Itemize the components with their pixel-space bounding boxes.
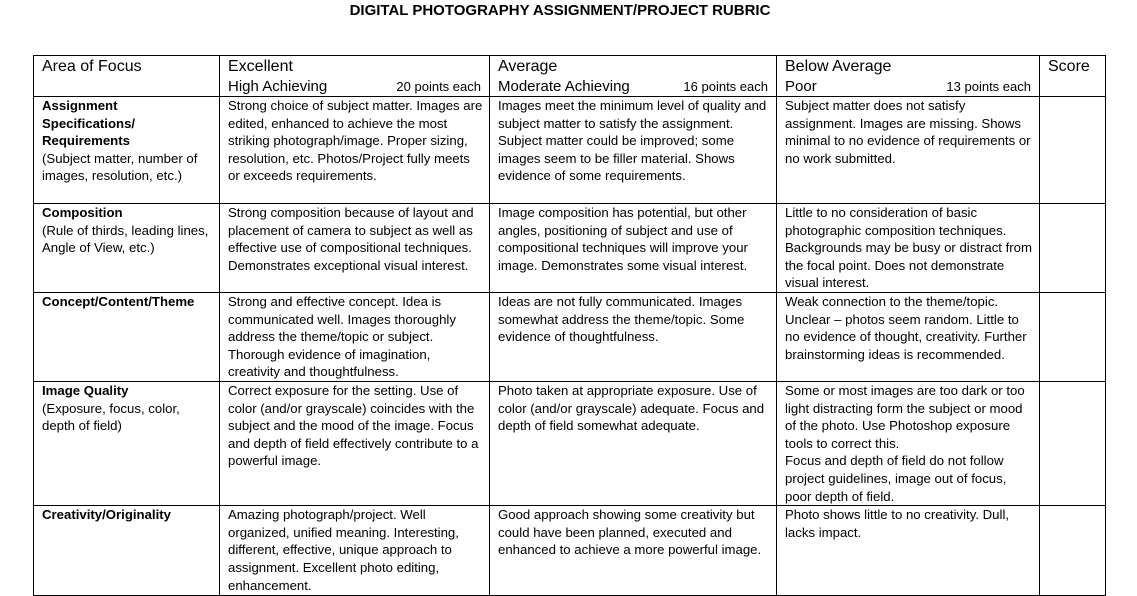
level-label: Below Average [785,58,892,75]
excellent-cell: Amazing photograph/project. Well organized, unified meaning. Interesting, different, effective, unique approach to assignment. Excellent photo editing, enhancement. [220,506,490,596]
score-cell[interactable] [1040,381,1106,505]
area-cell: Concept/Content/Theme [34,292,220,381]
average-cell: Image composition has potential, but other angles, positioning of subject and use of compositional techniques will improve your image. Demonstrates some visual interest. [490,204,777,293]
score-cell[interactable] [1040,204,1106,293]
area-cell: Assignment Specifications/ Requirements (Subject matter, number of images, resolution, etc.) [34,97,220,204]
header-below-average [777,56,1040,97]
level-label: Excellent [228,58,293,75]
area-cell: Creativity/Originality [34,506,220,596]
average-cell: Images meet the minimum level of quality and subject matter to satisfy the assignment. Subject matter could be improved; some images seem to be filler material. Shows evidence of some requirements. [490,97,777,204]
points-label: 20 points each [396,79,481,94]
average-cell: Ideas are not fully communicated. Images somewhat address the theme/topic. Some evidence of thoughtfulness. [490,292,777,381]
table-row [34,204,1106,293]
average-cell: Photo taken at appropriate exposure. Use of color (and/or grayscale) adequate. Focus and depth of field somewhat adequate. [490,381,777,505]
table-row [34,506,1106,596]
excellent-cell: Strong composition because of layout and placement of camera to subject as well as effective use of compositional techniques. Demonstrates exceptional visual interest. [220,204,490,293]
area-cell: Composition (Rule of thirds, leading lines, Angle of View, etc.) [34,204,220,293]
level-sublabel: High Achieving [228,78,328,95]
rubric-table [33,55,1106,596]
level-sublabel: Moderate Achieving [498,78,630,95]
table-row [34,97,1106,204]
points-label: 16 points each [683,79,768,94]
excellent-cell: Strong and effective concept. Idea is communicated well. Images thoroughly address the theme/topic or subject. Thorough evidence of imagination, creativity and thoughtfulness. [220,292,490,381]
score-cell[interactable] [1040,292,1106,381]
below-average-cell: Weak connection to the theme/topic. Unclear – photos seem random. Little to no evidence of thought, creativity. Further brainstorming ideas is recommended. [777,292,1040,381]
header-average [490,56,777,97]
table-row [34,292,1106,381]
header-excellent [220,56,490,97]
score-cell[interactable] [1040,97,1106,204]
below-average-cell: Subject matter does not satisfy assignment. Images are missing. Shows minimal to no evidence of requirements or no work submitted. [777,97,1040,204]
document-title: DIGITAL PHOTOGRAPHY ASSIGNMENT/PROJECT RUBRIC [349,2,771,19]
table-row [34,381,1106,505]
below-average-cell: Some or most images are too dark or too light distracting form the subject or mood of the photo. Use Photoshop exposure tools to correct this. Focus and depth of field do not follow project guidelines, image out of focus, poor depth of field. [777,381,1040,505]
below-average-cell: Little to no consideration of basic photographic composition techniques. Backgrounds may be busy or distract from the focal point. Does not demonstrate visual interest. [777,204,1040,293]
header-area-of-focus: Area of Focus [34,56,220,97]
excellent-cell: Correct exposure for the setting. Use of color (and/or grayscale) coincides with the subject and the mood of the image. Focus and depth of field effectively contribute to a powerful image. [220,381,490,505]
level-label: Average [498,58,558,75]
area-cell: Image Quality (Exposure, focus, color, depth of field) [34,381,220,505]
header-score: Score [1040,56,1106,97]
header-row [34,56,1106,97]
score-cell[interactable] [1040,506,1106,596]
below-average-cell: Photo shows little to no creativity. Dull, lacks impact. [777,506,1040,596]
points-label: 13 points each [946,79,1031,94]
excellent-cell: Strong choice of subject matter. Images are edited, enhanced to achieve the most striking photograph/image. Proper sizing, resolution, etc. Photos/Project fully meets or exceeds requirements. [220,97,490,204]
level-sublabel: Poor [785,78,817,95]
average-cell: Good approach showing some creativity but could have been planned, executed and enhanced to achieve a more powerful image. [490,506,777,596]
